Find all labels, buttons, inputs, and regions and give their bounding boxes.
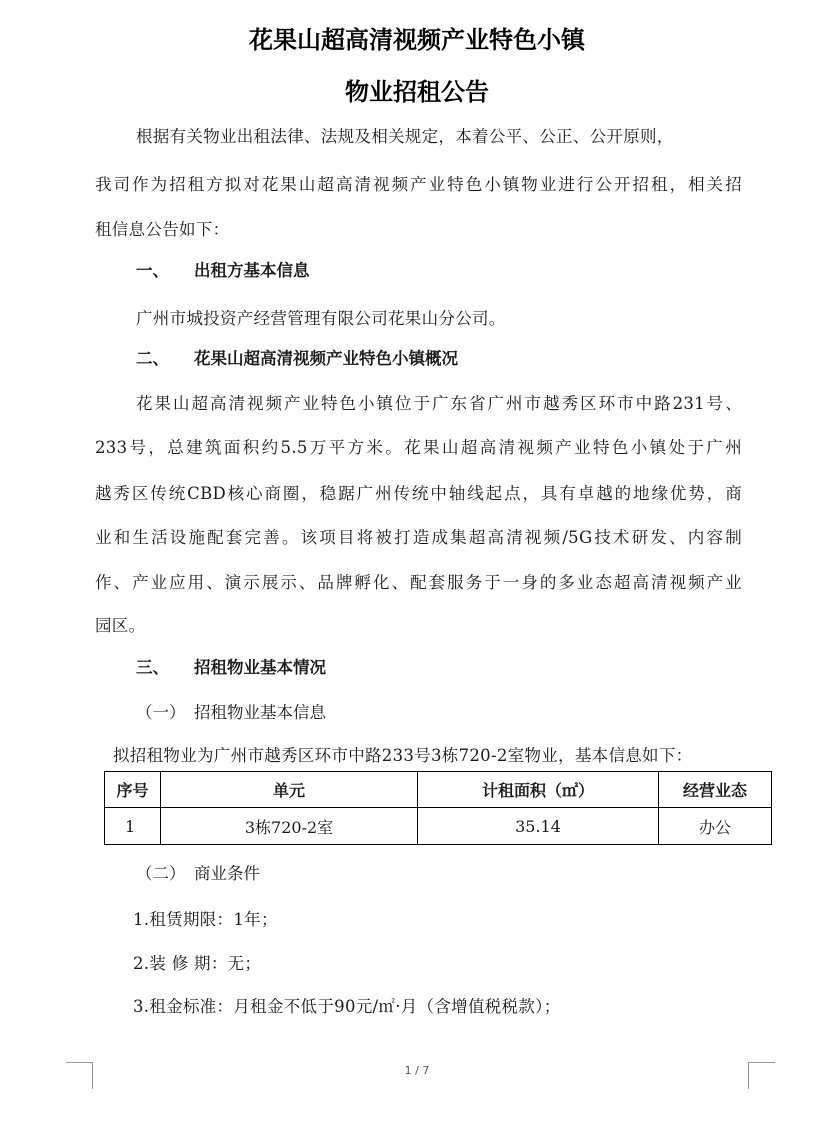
table-cell: 3栋720-2室: [161, 808, 418, 845]
page-number: 1 / 7: [404, 1064, 430, 1077]
section-title: 花果山超高清视频产业特色小镇概况: [194, 349, 458, 368]
subsection-number: （一）: [136, 703, 186, 722]
overview-line-4: 业和生活设施配套完善。该项目将被打造成集超高清视频/5G技术研发、内容制: [95, 528, 742, 547]
section-number: 二、: [136, 349, 169, 368]
subsection-title: 招租物业基本信息: [194, 703, 326, 722]
subsection-heading-2: [136, 864, 260, 884]
section-heading-2: [136, 349, 458, 369]
document-subtitle: 物业招租公告: [345, 78, 489, 106]
table-row: [105, 808, 772, 845]
document-title: 花果山超高清视频产业特色小镇: [249, 26, 585, 54]
condition-item: 3.租金标准：月租金不低于90元/㎡·月（含增值税税款）；: [133, 997, 561, 1016]
lessor-name: 广州市城投资产经营管理有限公司花果山分公司。: [136, 309, 506, 328]
table-header-cell: 单元: [161, 772, 418, 808]
table-header-cell: 计租面积（㎡）: [418, 772, 659, 808]
overview-line-1: 花果山超高清视频产业特色小镇位于广东省广州市越秀区环市中路231号、: [136, 394, 742, 413]
subsection-number: （二）: [136, 864, 186, 883]
property-table: [104, 771, 772, 845]
section-number: 三、: [136, 658, 169, 677]
table-header-cell: 经营业态: [659, 772, 772, 808]
section-number: 一、: [136, 261, 169, 280]
table-header-row: [105, 772, 772, 808]
table-header-cell: 序号: [105, 772, 161, 808]
condition-item: 2.装 修 期：无；: [133, 954, 262, 973]
subsection-heading-1: [136, 703, 326, 723]
section-heading-3: [136, 658, 326, 678]
overview-line-5: 作、产业应用、演示展示、品牌孵化、配套服务于一身的多业态超高清视频产业: [95, 573, 742, 592]
property-intro: 拟招租物业为广州市越秀区环市中路233号3栋720-2室物业，基本信息如下：: [113, 746, 693, 765]
condition-item: 1.租赁期限：1年；: [133, 910, 278, 929]
intro-line-1: 根据有关物业出租法律、法规及相关规定，本着公平、公正、公开原则，: [136, 127, 674, 146]
section-title: 出租方基本信息: [194, 261, 310, 280]
table-cell: 35.14: [418, 808, 659, 845]
intro-line-3: 租信息公告如下：: [95, 220, 230, 239]
table-cell: 办公: [659, 808, 772, 845]
intro-line-2: 我司作为招租方拟对花果山超高清视频产业特色小镇物业进行公开招租，相关招: [95, 175, 742, 194]
subsection-title: 商业条件: [194, 864, 260, 883]
section-heading-1: [136, 261, 310, 281]
section-title: 招租物业基本情况: [194, 658, 326, 677]
overview-line-2: 233号，总建筑面积约5.5万平方米。花果山超高清视频产业特色小镇处于广州: [95, 438, 742, 457]
table-cell: 1: [105, 808, 161, 845]
overview-line-6: 园区。: [95, 616, 146, 635]
overview-line-3: 越秀区传统CBD核心商圈，稳踞广州传统中轴线起点，具有卓越的地缘优势，商: [95, 484, 742, 503]
